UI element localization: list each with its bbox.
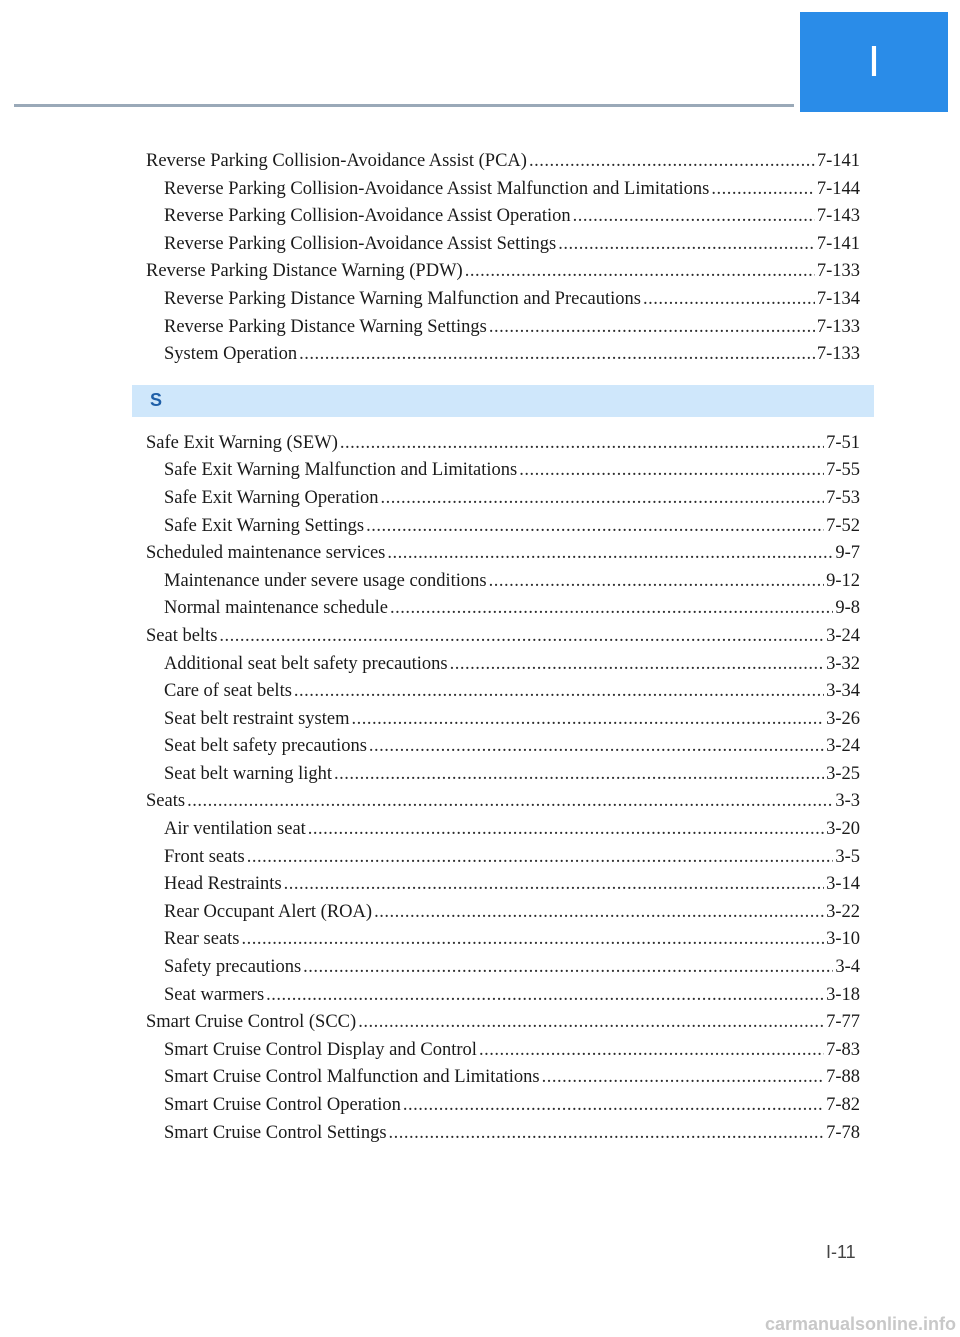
entry-page: 7-55: [826, 460, 860, 481]
dot-leader: [247, 844, 834, 872]
entry-page: 9-12: [826, 570, 860, 591]
dot-leader: [519, 457, 824, 485]
dot-leader: [465, 258, 815, 286]
dot-leader: [450, 651, 824, 679]
entry-title: Seat warmers: [164, 984, 265, 1005]
dot-leader: [643, 286, 815, 314]
index-group-r: [146, 148, 860, 369]
dot-leader: [242, 926, 825, 954]
entry-page: 7-78: [826, 1122, 860, 1143]
entry-page: 7-53: [826, 487, 860, 508]
index-subentry: [146, 844, 860, 872]
index-group-s: [146, 430, 860, 1147]
dot-leader: [489, 314, 815, 342]
watermark: carmanualsonline.info: [764, 1314, 956, 1334]
index-entry: [146, 788, 860, 816]
entry-page: 7-52: [826, 515, 860, 536]
dot-leader: [479, 1037, 824, 1065]
index-subentry: [146, 926, 860, 954]
index-subentry: [146, 513, 860, 541]
index-subentry: [146, 485, 860, 513]
entry-page: 7-77: [826, 1012, 860, 1033]
entry-title: Reverse Parking Collision-Avoidance Assist Malfunction and Limitations: [164, 178, 710, 199]
entry-title: Reverse Parking Collision-Avoidance Assist Operation: [164, 206, 571, 227]
entry-page: 7-134: [816, 288, 860, 309]
entry-page: 7-51: [826, 432, 860, 453]
entry-title: Reverse Parking Distance Warning (PDW): [146, 261, 463, 282]
entry-page: 7-83: [826, 1039, 860, 1060]
index-subentry: [146, 314, 860, 342]
entry-title: Reverse Parking Distance Warning Settings: [164, 316, 487, 337]
index-subentry: [146, 954, 860, 982]
dot-leader: [390, 595, 833, 623]
chapter-tab: [800, 12, 948, 112]
entry-title: Safety precautions: [164, 957, 302, 978]
entry-page: 7-141: [816, 151, 860, 171]
dot-leader: [299, 341, 815, 369]
dot-leader: [358, 1009, 824, 1037]
entry-page: 3-5: [835, 846, 860, 867]
dot-leader: [369, 733, 824, 761]
entry-page: 7-133: [816, 316, 860, 337]
section-header-s: [132, 385, 874, 417]
index-subentry: [146, 1092, 860, 1120]
entry-title: Smart Cruise Control Operation: [164, 1095, 401, 1115]
index-entry: [146, 623, 860, 651]
index-subentry: [146, 678, 860, 706]
dot-leader: [266, 982, 824, 1010]
section-letter: S: [150, 390, 163, 411]
entry-title: Seat belt safety precautions: [164, 736, 367, 757]
entry-page: 7-82: [826, 1095, 860, 1115]
index-subentry: [146, 286, 860, 314]
dot-leader: [573, 203, 815, 231]
index-entry: [146, 540, 860, 568]
dot-leader: [187, 788, 833, 816]
entry-title: System Operation: [164, 344, 298, 365]
index-subentry: [146, 176, 860, 204]
entry-title: Maintenance under severe usage conditions: [164, 570, 487, 591]
entry-page: 7-143: [816, 206, 860, 227]
entry-title: Reverse Parking Distance Warning Malfunction and Precautions: [164, 288, 641, 309]
entry-page: 3-24: [826, 625, 860, 646]
entry-title: Smart Cruise Control Malfunction and Limitations: [164, 1067, 540, 1088]
dot-leader: [294, 678, 824, 706]
entry-title: Additional seat belt safety precautions: [164, 653, 448, 674]
entry-title: Reverse Parking Collision-Avoidance Assist Settings: [164, 233, 557, 254]
entry-page: 3-25: [826, 763, 860, 784]
index-subentry: [146, 761, 860, 789]
dot-leader: [366, 513, 824, 541]
index-subentry: [146, 651, 860, 679]
index-list: [146, 148, 860, 1147]
page-number: I-11: [826, 1242, 856, 1262]
entry-title: Smart Cruise Control Display and Control: [164, 1039, 477, 1060]
index-subentry: [146, 457, 860, 485]
entry-title: Care of seat belts: [164, 681, 292, 702]
entry-title: Reverse Parking Collision-Avoidance Assist (PCA): [146, 151, 527, 171]
dot-leader: [558, 231, 815, 259]
index-subentry: [146, 568, 860, 596]
entry-title: Front seats: [164, 846, 245, 867]
entry-page: 9-7: [835, 543, 860, 564]
dot-leader: [711, 176, 814, 204]
entry-page: 3-18: [826, 984, 860, 1005]
dot-leader: [284, 871, 824, 899]
entry-page: 3-3: [835, 791, 860, 812]
index-subentry: [146, 816, 860, 844]
index-entry: [146, 148, 860, 176]
dot-leader: [389, 1120, 825, 1148]
entry-title: Safe Exit Warning (SEW): [146, 432, 338, 453]
index-subentry: [146, 871, 860, 899]
entry-title: Safe Exit Warning Operation: [164, 487, 379, 508]
dot-leader: [303, 954, 833, 982]
entry-page: 3-32: [826, 653, 860, 674]
entry-title: Seat belt warning light: [164, 763, 333, 784]
entry-page: 7-141: [816, 233, 860, 254]
index-entry: [146, 258, 860, 286]
entry-page: 3-24: [826, 736, 860, 757]
entry-title: Seat belt restraint system: [164, 708, 350, 729]
entry-page: 3-34: [826, 681, 860, 702]
dot-leader: [219, 623, 824, 651]
chapter-tab-label: I: [867, 37, 881, 86]
index-entry: [146, 1009, 860, 1037]
entry-page: 7-88: [826, 1067, 860, 1088]
dot-leader: [374, 899, 824, 927]
entry-title: Rear Occupant Alert (ROA): [164, 901, 373, 922]
entry-page: 3-26: [826, 708, 860, 729]
index-subentry: [146, 733, 860, 761]
entry-title: Scheduled maintenance services: [146, 543, 386, 564]
entry-page: 3-14: [826, 874, 860, 895]
index-subentry: [146, 203, 860, 231]
entry-title: Safe Exit Warning Settings: [164, 515, 365, 536]
entry-page: 3-10: [826, 929, 860, 950]
dot-leader: [351, 706, 824, 734]
entry-page: 3-4: [835, 957, 860, 978]
dot-leader: [489, 568, 824, 596]
entry-title: Head Restraints: [164, 874, 282, 895]
dot-leader: [529, 148, 815, 176]
dot-leader: [308, 816, 824, 844]
index-subentry: [146, 982, 860, 1010]
index-subentry: [146, 899, 860, 927]
entry-title: Seats: [146, 791, 186, 812]
entry-page: 7-144: [816, 178, 860, 199]
index-subentry: [146, 1064, 860, 1092]
entry-title: Smart Cruise Control (SCC): [146, 1012, 357, 1033]
index-subentry: [146, 706, 860, 734]
entry-title: Normal maintenance schedule: [164, 598, 388, 619]
entry-page: 3-20: [826, 819, 860, 840]
dot-leader: [380, 485, 824, 513]
dot-leader: [403, 1092, 824, 1120]
index-subentry: [146, 595, 860, 623]
header-rule: [14, 104, 794, 107]
dot-leader: [340, 430, 824, 458]
entry-title: Safe Exit Warning Malfunction and Limitations: [164, 460, 518, 481]
entry-page: 9-8: [835, 598, 860, 619]
entry-title: Smart Cruise Control Settings: [164, 1122, 387, 1143]
entry-title: Air ventilation seat: [164, 819, 306, 840]
index-subentry: [146, 231, 860, 259]
entry-page: 7-133: [816, 344, 860, 365]
index-subentry: [146, 1120, 860, 1148]
dot-leader: [542, 1064, 824, 1092]
entry-title: Seat belts: [146, 625, 218, 646]
entry-page: 7-133: [816, 261, 860, 282]
dot-leader: [334, 761, 824, 789]
entry-page: 3-22: [826, 901, 860, 922]
index-entry: [146, 430, 860, 458]
index-subentry: [146, 341, 860, 369]
entry-title: Rear seats: [164, 929, 240, 950]
index-subentry: [146, 1037, 860, 1065]
dot-leader: [387, 540, 833, 568]
